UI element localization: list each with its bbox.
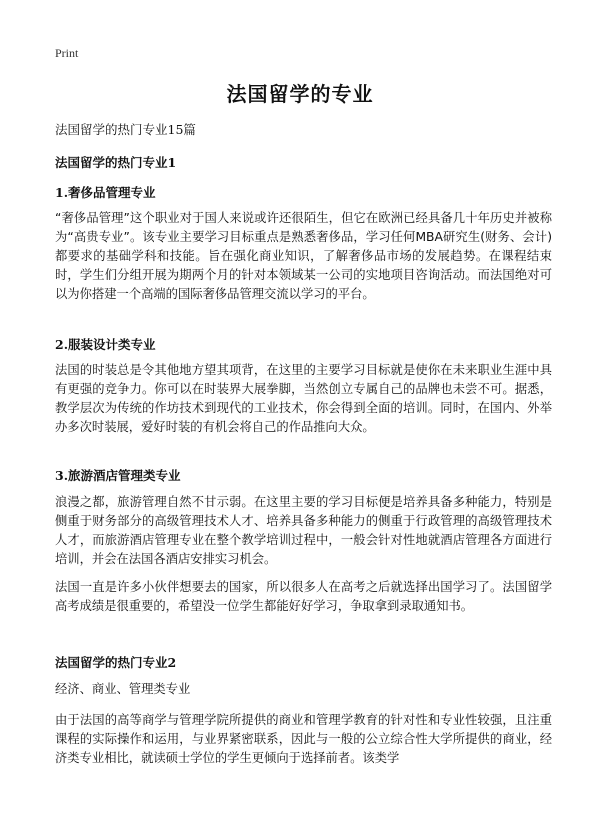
- paragraph: 由于法国的高等商学与管理学院所提供的商业和管理学教育的针对性和专业性较强，且注重课程的实际操作和运用，与业界紧密联系，因此与一般的公立综合性大学所提供的商业，经济类专业相比，就读硕士学位的学生更倾向于选择前者。该类学: [55, 713, 552, 765]
- subsection-heading: 3.旅游酒店管理类专业: [55, 468, 181, 483]
- subsection-heading: 经济、商业、管理类专业: [55, 682, 191, 696]
- subsection-heading: 2.服装设计类专业: [55, 337, 156, 352]
- subsection-heading: 1.奢侈品管理专业: [55, 185, 156, 200]
- paragraph: “奢侈品管理”这个职业对于国人来说或许还很陌生，但它在欧洲已经具备几十年历史并被称为“高贵专业”。该专业主要学习目标重点是熟悉奢侈品，学习任何MBA研究生(财务、会计)都要求的基础学科和技能。旨在强化商业知识，了解奢侈品市场的发展趋势。在课程结束时，学生们分组开展为期两个月的针对本领域某一公司的实地项目咨询活动。而法国绝对可以为你搭建一个高端的国际奢侈品管理交流以学习的平台。: [55, 211, 552, 301]
- paragraph: 法国一直是许多小伙伴想要去的国家，所以很多人在高考之后就选择出国学习了。法国留学高考成绩是很重要的，希望没一位学生都能好好学习，争取拿到录取通知书。: [55, 580, 552, 613]
- section-heading: 法国留学的热门专业2: [55, 655, 177, 670]
- section-heading: 法国留学的热门专业1: [55, 155, 177, 170]
- intro-line: 法国留学的热门专业15篇: [55, 122, 196, 137]
- print-label: Print: [55, 46, 79, 60]
- paragraph: 法国的时装总是令其他地方望其项背，在这里的主要学习目标就是使你在未来职业生涯中具有更强的竞争力。你可以在时装界大展拳脚，当然创立专属自己的品牌也未尝不可。据悉，教学层次为传统的作坊技术到现代的工业技术，你会得到全面的培训。同时，在国内、外举办多次时装展，爱好时装的有机会将自己的作品推向大众。: [55, 363, 552, 434]
- paragraph: 浪漫之都，旅游管理自然不甘示弱。在这里主要的学习目标便是培养具备多种能力，特别是侧重于财务部分的高级管理技术人才、培养具备多种能力的侧重于行政管理的高级管理技术人才，而旅游酒店管理专业在整个教学培训过程中，一般会针对性地就酒店管理各方面进行培训，并会在法国各酒店安排实习机会。: [55, 495, 552, 566]
- document-title: 法国留学的专业: [226, 82, 374, 106]
